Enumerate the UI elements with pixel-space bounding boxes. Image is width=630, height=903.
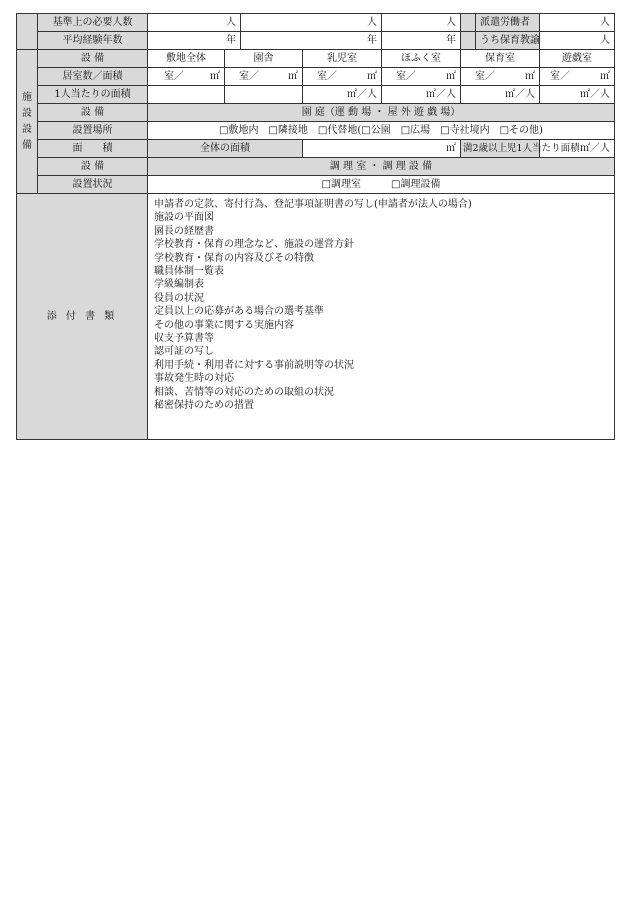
- attachment-item: 秘密保持のための措置: [154, 400, 254, 412]
- nursery-teacher-field[interactable]: 人: [540, 32, 615, 50]
- per-person-infant[interactable]: ㎡／人: [303, 86, 382, 104]
- attachment-item: その他の事業に関する実施内容: [154, 319, 294, 331]
- garden-total-area-label: 全体の面積: [148, 140, 303, 158]
- per-person-site[interactable]: [148, 86, 225, 104]
- required-staff-field-2[interactable]: 人: [241, 14, 382, 32]
- attachment-item: 事故発生時の対応: [154, 373, 234, 385]
- per-person-playroom[interactable]: ㎡／人: [540, 86, 615, 104]
- attachment-item: 相談、苦情等の対応のための取組の状況: [154, 386, 334, 398]
- kitchen-equip-label: 設 備: [38, 158, 148, 176]
- attachments-label: 添 付 書 類: [17, 194, 148, 440]
- col-playroom: 遊戯室: [540, 50, 615, 68]
- application-form-table: [16, 13, 615, 440]
- attachment-item: 申請者の定款、寄付行為、登記事項証明書の写し(申請者が法人の場合): [154, 199, 472, 210]
- required-staff-label: 基準上の必要人数: [38, 14, 148, 32]
- rooms-area-infant[interactable]: 室／ ㎡: [303, 68, 382, 86]
- avg-experience-field[interactable]: 年: [148, 32, 241, 50]
- garden-per-child-field[interactable]: ㎡／人: [540, 140, 615, 158]
- garden-location-options[interactable]: □敷地内 □隣接地 □代替地(□公園 □広場 □寺社境内 □その他): [148, 122, 615, 140]
- attachment-item: 園長の経歴書: [154, 225, 214, 237]
- attachments-list: [148, 194, 615, 440]
- facility-header-row: [17, 50, 615, 68]
- garden-location-label: 設置場所: [38, 122, 148, 140]
- rooms-area-label: 居室数／面積: [38, 68, 148, 86]
- attachment-item: 利用手続・利用者に対する事前説明等の状況: [154, 359, 354, 371]
- kitchen-status-row: [17, 176, 615, 194]
- garden-total-area-field[interactable]: ㎡: [303, 140, 461, 158]
- kitchen-options[interactable]: □調理室 □調理設備: [148, 176, 615, 194]
- garden-area-label: 面 積: [38, 140, 148, 158]
- facility-equip-label: 設 備: [38, 50, 148, 68]
- staff-experience-row: [17, 32, 615, 50]
- rooms-area-crawling[interactable]: 室／ ㎡: [382, 68, 461, 86]
- dispatch-workers-label: 派遣労働者: [476, 14, 540, 32]
- garden-title: 園 庭（運 動 場 ・ 屋 外 遊 戯 場）: [148, 104, 615, 122]
- required-staff-field[interactable]: 人: [148, 14, 241, 32]
- rooms-area-nursery[interactable]: 室／ ㎡: [461, 68, 540, 86]
- staff-section-blank: [17, 14, 38, 50]
- attachments-row: [17, 194, 615, 440]
- col-nursery-room: 保育室: [461, 50, 540, 68]
- attachment-item: 施設の平面図: [154, 212, 214, 224]
- avg-experience-field-2[interactable]: 年: [241, 32, 382, 50]
- attachment-item: 学級編制表: [154, 279, 204, 291]
- garden-per-child-label: 満2歳以上児1人当たり面積: [461, 140, 540, 158]
- rooms-area-playroom[interactable]: 室／ ㎡: [540, 68, 615, 86]
- per-person-row: [17, 86, 615, 104]
- col-building: 園舎: [225, 50, 303, 68]
- per-person-crawling[interactable]: ㎡／人: [382, 86, 461, 104]
- attachment-item: 収支予算書等: [154, 333, 214, 345]
- attachment-item: 職員体制一覧表: [154, 266, 224, 278]
- garden-location-row: [17, 122, 615, 140]
- avg-experience-label: 平均経験年数: [38, 32, 148, 50]
- avg-experience-field-3[interactable]: 年: [382, 32, 461, 50]
- per-person-label: 1人当たりの面積: [38, 86, 148, 104]
- attachment-item: 役員の状況: [154, 292, 204, 304]
- kitchen-header-row: [17, 158, 615, 176]
- staff-spacer-2: [461, 32, 476, 50]
- attachment-item: 学校教育・保育の理念など、施設の運営方針: [154, 239, 354, 251]
- staff-spacer: [461, 14, 476, 32]
- garden-equip-label: 設 備: [38, 104, 148, 122]
- garden-header-row: [17, 104, 615, 122]
- facility-section-label: 施 設 設 備: [17, 50, 38, 194]
- col-site: 敷地全体: [148, 50, 225, 68]
- rooms-area-building[interactable]: 室／ ㎡: [225, 68, 303, 86]
- kitchen-status-label: 設置状況: [38, 176, 148, 194]
- required-staff-field-3[interactable]: 人: [382, 14, 461, 32]
- staff-required-row: [17, 14, 615, 32]
- per-person-building[interactable]: [225, 86, 303, 104]
- dispatch-workers-field[interactable]: 人: [540, 14, 615, 32]
- col-infant-room: 乳児室: [303, 50, 382, 68]
- col-crawling-room: ほふく室: [382, 50, 461, 68]
- attachment-item: 学校教育・保育の内容及びその特徴: [154, 252, 314, 264]
- kitchen-title: 調 理 室 ・ 調 理 設 備: [148, 158, 615, 176]
- rooms-area-row: [17, 68, 615, 86]
- attachment-item: 定員以上の応募がある場合の選考基準: [154, 306, 324, 318]
- garden-area-row: [17, 140, 615, 158]
- rooms-area-site[interactable]: 室／ ㎡: [148, 68, 225, 86]
- per-person-nursery[interactable]: ㎡／人: [461, 86, 540, 104]
- nursery-teacher-label: うち保育教諭: [476, 32, 540, 50]
- attachment-item: 認可証の写し: [154, 346, 214, 358]
